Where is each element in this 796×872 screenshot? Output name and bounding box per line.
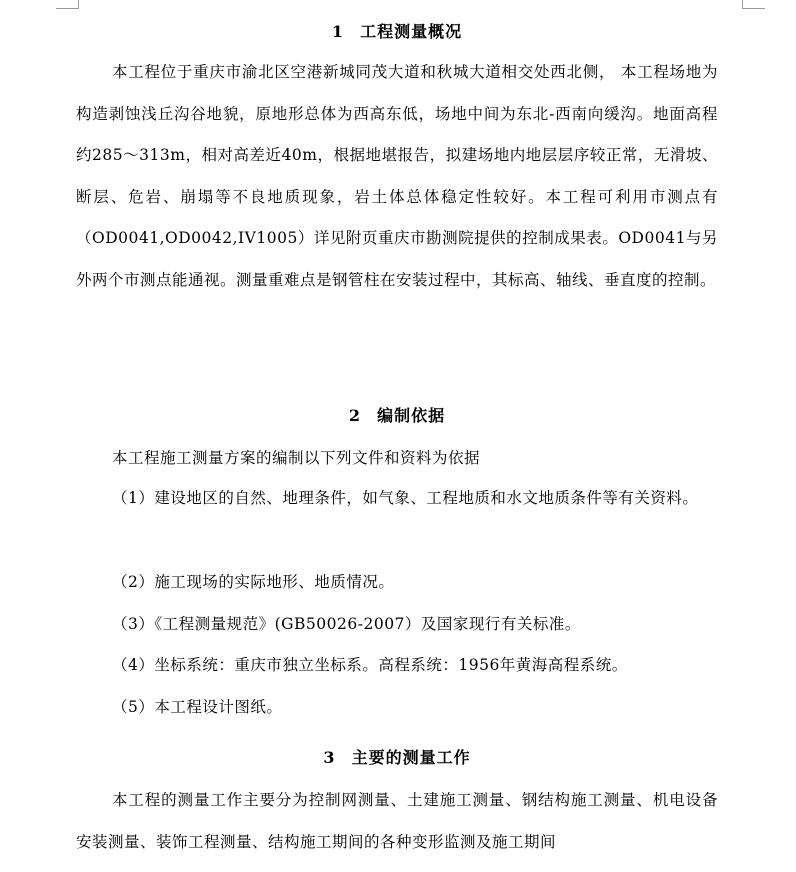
section-2-item-4: （4）坐标系统：重庆市独立坐标系。高程系统：1956年黄海高程系统。	[112, 656, 628, 674]
section-2-number: 2	[348, 406, 362, 425]
section-3-heading	[76, 746, 718, 770]
section-1-heading	[76, 20, 718, 44]
section-1-paragraph: 本工程位于重庆市渝北区空港新城同茂大道和秋城大道相交处西北侧， 本工程场地为构造剥蚀浅丘沟谷地貌，原地形总体为西高东低，场地中间为东北-西南向缓沟。地面高程约285～313m，相对高差近40m，根据地堪报告，拟建场地内地层层序较正常，无滑坡、断层、危岩、崩塌等不良地质现象，岩土体总体稳定性较好。本工程可利用市测点有（OD0041,OD0042,IV1005）详见附页重庆市勘测院提供的控制成果表。OD0041与另外两个市测点能通视。测量重难点是钢管柱在安装过程中，其标高、轴线、垂直度的控制。	[76, 63, 718, 289]
section-2-item-2: （2）施工现场的实际地形、地质情况。	[112, 573, 395, 591]
page-corner-mark-right	[742, 0, 765, 9]
page-corner-mark-left	[56, 0, 79, 9]
section-2-title: 编制依据	[377, 406, 446, 425]
section-2-heading	[76, 404, 718, 428]
section-2-intro: 本工程施工测量方案的编制以下列文件和资料为依据	[112, 449, 481, 467]
section-1-number: 1	[331, 22, 345, 41]
section-3-paragraph: 本工程的测量工作主要分为控制网测量、土建施工测量、钢结构施工测量、机电设备安装测量、装饰工程测量、结构施工期间的各种变形监测及施工期间	[76, 791, 718, 851]
section-3-number: 3	[323, 748, 336, 767]
section-2-item-5: （5）本工程设计图纸。	[112, 698, 283, 716]
section-2-item-3: （3）《工程测量规范》(GB50026-2007）及国家现行有关标准。	[112, 615, 581, 633]
section-1-title: 工程测量概况	[360, 22, 463, 41]
section-2-item-1: （1）建设地区的自然、地理条件，如气象、工程地质和水文地质条件等有关资料。	[112, 489, 699, 507]
section-3-title: 主要的测量工作	[351, 748, 471, 767]
